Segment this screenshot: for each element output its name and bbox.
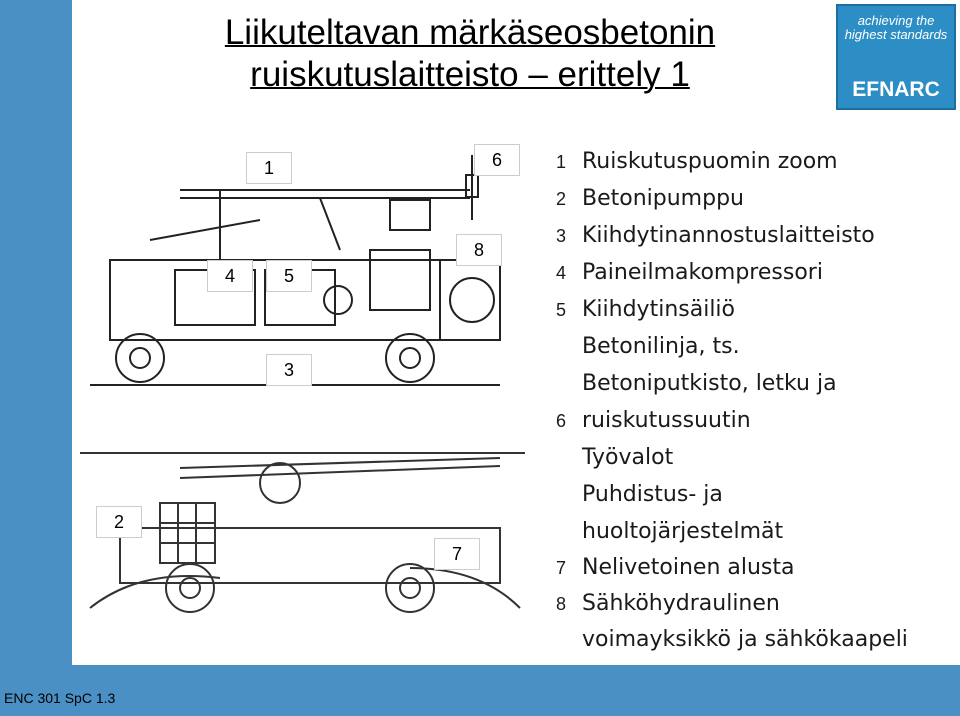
list-text: ruiskutussuutin — [582, 408, 751, 433]
slide-title — [150, 12, 790, 96]
list-item — [548, 255, 958, 291]
list-text: Betoniputkisto, letku ja — [582, 371, 837, 396]
list-item — [548, 218, 958, 254]
list-text: Ruiskutuspuomin zoom — [582, 149, 838, 174]
list-text: Paineilmakompressori — [582, 260, 823, 285]
bottom-accent-bar — [0, 665, 960, 716]
list-number: 2 — [548, 181, 574, 217]
list-item — [548, 477, 958, 513]
callout-1: 1 — [246, 152, 292, 184]
list-item — [548, 550, 958, 586]
list-text: voimayksikkö ja sähkökaapeli — [582, 627, 908, 652]
list-number: 7 — [548, 550, 574, 586]
list-text: Työvalot — [582, 445, 674, 470]
list-item — [548, 181, 958, 217]
list-number: 3 — [548, 218, 574, 254]
list-number: 4 — [548, 255, 574, 291]
list-text: Betonilinja, ts. — [582, 334, 740, 359]
left-accent-bar — [0, 0, 72, 716]
list-item — [548, 292, 958, 328]
list-item — [548, 622, 958, 658]
list-text: Puhdistus- ja — [582, 482, 723, 507]
callout-3: 3 — [266, 354, 312, 386]
footer-code: ENC 301 SpC 1.3 — [4, 690, 116, 706]
list-text: Betonipumppu — [582, 186, 744, 211]
vehicle-perspective-drawing — [80, 448, 525, 623]
list-number: 6 — [548, 403, 574, 439]
list-item — [548, 329, 958, 365]
callout-2: 2 — [96, 506, 142, 538]
efnarc-logo — [836, 4, 956, 110]
callout-6: 6 — [474, 144, 520, 176]
logo-name: EFNARC — [852, 78, 940, 101]
list-text: Sähköhydraulinen — [582, 591, 780, 616]
title-line-1: Liikuteltavan märkäseosbetonin — [224, 13, 716, 52]
logo-tagline: achieving the highest standards — [844, 13, 948, 42]
list-item — [548, 440, 958, 476]
list-text: Kiihdytinsäiliö — [582, 297, 736, 322]
list-item — [548, 403, 958, 439]
callout-5: 5 — [266, 260, 312, 292]
list-item — [548, 366, 958, 402]
list-text: huoltojärjestelmät — [582, 519, 784, 544]
callout-8: 8 — [456, 234, 502, 266]
callout-7: 7 — [434, 538, 480, 570]
list-item — [548, 586, 958, 622]
list-number: 5 — [548, 292, 574, 328]
list-text: Kiihdytinannostuslaitteisto — [582, 223, 875, 248]
callout-4: 4 — [207, 260, 253, 292]
list-number: 8 — [548, 586, 574, 622]
list-item — [548, 514, 958, 550]
title-line-2: ruiskutuslaitteisto – erittely 1 — [250, 55, 690, 94]
list-text: Nelivetoinen alusta — [582, 555, 795, 580]
list-item — [548, 144, 958, 180]
list-number: 1 — [548, 144, 574, 180]
